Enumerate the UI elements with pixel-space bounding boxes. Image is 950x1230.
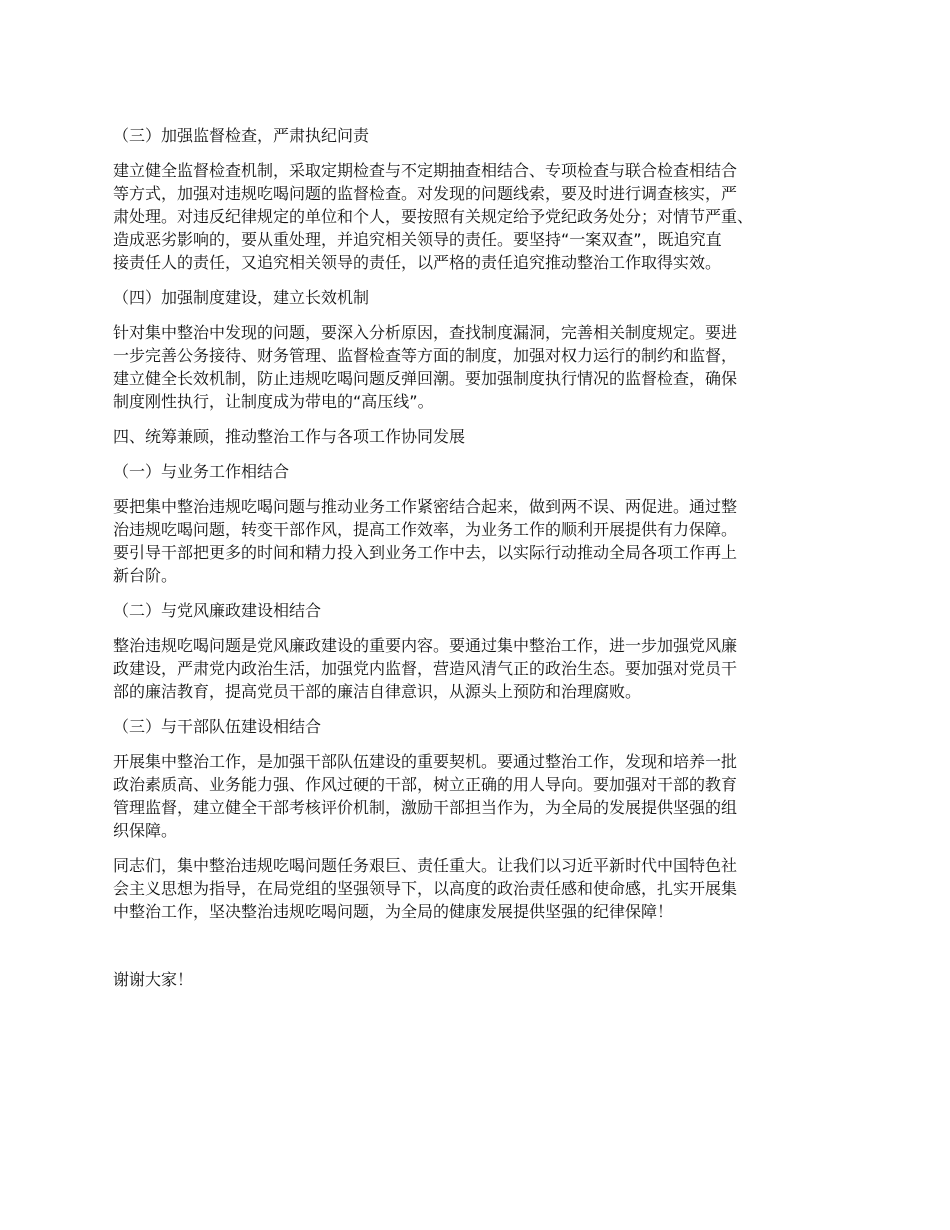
document-page [113,124,853,991]
paragraph-line: 造成恶劣影响的，要从重处理，并追究相关领导的责任。要坚持“一案双查”，既追究直 [113,230,722,249]
paragraph-line: 制度刚性执行，让制度成为带电的“高压线”。 [113,392,434,411]
paragraph-line: 会主义思想为指导，在局党组的坚强领导下，以高度的政治责任感和使命感，扎实开展集 [113,879,738,898]
paragraph-line: 同志们，集中整治违规吃喝问题任务艰巨、责任重大。让我们以习近平新时代中国特色社 [113,856,738,875]
section-heading: （二）与党风廉政建设相结合 [113,601,322,620]
paragraph-line: 要引导干部把更多的时间和精力投入到业务工作中去，以实际行动推动全局各项工作再上 [113,543,738,562]
paragraph-line: 整治违规吃喝问题是党风廉政建设的重要内容。要通过集中整治工作，进一步加强党风廉 [113,636,738,655]
paragraph-line: 针对集中整治中发现的问题，要深入分析原因，查找制度漏洞，完善相关制度规定。要进 [113,323,738,342]
section-heading: （四）加强制度建设，建立长效机制 [113,288,370,307]
paragraph-line: 建立健全监督检查机制，采取定期检查与不定期抽查相结合、专项检查与联合检查相结合 [113,161,738,180]
paragraph-line: 接责任人的责任，又追究相关领导的责任，以严格的责任追究推动整治工作取得实效。 [113,253,722,272]
paragraph-line: 管理监督，建立健全干部考核评价机制，激励干部担当作为，为全局的发展提供坚强的组 [113,798,738,817]
section-heading: （一）与业务工作相结合 [113,462,290,481]
paragraph-line: 一步完善公务接待、财务管理、监督检查等方面的制度，加强对权力运行的制约和监督， [113,346,738,365]
paragraph-line: 肃处理。对违反纪律规定的单位和个人，要按照有关规定给予党纪政务处分；对情节严重、 [113,207,754,226]
paragraph [113,495,853,587]
paragraph-line: 政治素质高、业务能力强、作风过硬的干部，树立正确的用人导向。要加强对干部的教育 [113,775,738,794]
paragraph [113,634,853,703]
closing-remark: 谢谢大家！ [113,970,194,989]
paragraph-line: 开展集中整治工作，是加强干部队伍建设的重要契机。要通过整治工作，发现和培养一批 [113,752,738,771]
paragraph-line: 要把集中整治违规吃喝问题与推动业务工作紧密结合起来，做到两不误、两促进。通过整 [113,497,738,516]
section-heading: （三）与干部队伍建设相结合 [113,717,322,736]
paragraph-line: 中整治工作，坚决整治违规吃喝问题，为全局的健康发展提供坚强的纪律保障！ [113,902,674,921]
paragraph-line: 部的廉洁教育，提高党员干部的廉洁自律意识，从源头上预防和治理腐败。 [113,682,642,701]
concluding-paragraph [113,854,853,923]
paragraph-line: 建立健全长效机制，防止违规吃喝问题反弹回潮。要加强制度执行情况的监督检查，确保 [113,369,738,388]
paragraph-line: 治违规吃喝问题，转变干部作风，提高工作效率，为业务工作的顺利开展提供有力保障。 [113,520,738,539]
paragraph-line: 等方式，加强对违规吃喝问题的监督检查。对发现的问题线索，要及时进行调查核实，严 [113,184,738,203]
section-heading: （三）加强监督检查，严肃执纪问责 [113,126,370,145]
paragraph-line: 政建设，严肃党内政治生活，加强党内监督，营造风清气正的政治生态。要加强对党员干 [113,659,738,678]
paragraph [113,159,853,274]
paragraph-line: 新台阶。 [113,566,178,585]
paragraph-line: 织保障。 [113,821,178,840]
paragraph [113,321,853,413]
major-heading: 四、统筹兼顾，推动整治工作与各项工作协同发展 [113,427,466,446]
paragraph [113,750,853,842]
